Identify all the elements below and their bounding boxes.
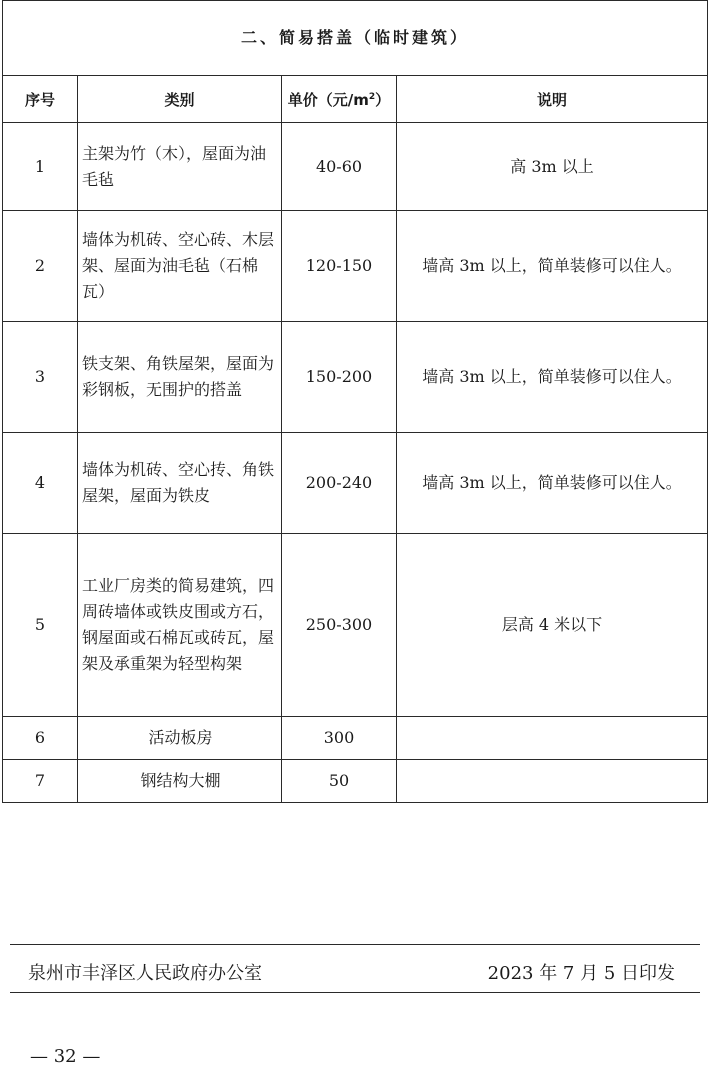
row-no: 7 (3, 760, 78, 803)
row-price: 300 (282, 717, 397, 760)
row-category: 主架为竹（木），屋面为油毛毡 (78, 123, 282, 211)
price-table (2, 0, 708, 803)
row-price: 150-200 (282, 322, 397, 433)
issuer-name: 泉州市丰泽区人民政府办公室 (28, 963, 262, 984)
header-no: 序号 (3, 76, 78, 123)
footer-bottom-rule (10, 992, 700, 993)
header-note: 说明 (397, 76, 708, 123)
row-no: 1 (3, 123, 78, 211)
row-price: 200-240 (282, 433, 397, 534)
page-number: — 32 — (30, 1046, 101, 1067)
table-row (3, 534, 708, 717)
row-category: 工业厂房类的简易建筑，四周砖墙体或铁皮围或方石，钢屋面或石棉瓦或砖瓦，屋架及承重架为轻型构架 (78, 534, 282, 717)
row-no: 2 (3, 211, 78, 322)
row-price: 250-300 (282, 534, 397, 717)
row-category: 钢结构大棚 (78, 760, 282, 803)
header-price: 单价（元$/m^2$） (282, 76, 397, 123)
issue-date: 2023 年 7 月 5 日印发 (487, 963, 675, 984)
row-price: 50 (282, 760, 397, 803)
row-note: 高 3m 以上 (397, 123, 708, 211)
row-no: 5 (3, 534, 78, 717)
row-no: 6 (3, 717, 78, 760)
row-note (397, 760, 708, 803)
row-note: 墙高 3m 以上，简单装修可以住人。 (397, 322, 708, 433)
imprint-line (28, 953, 675, 987)
table-row (3, 433, 708, 534)
row-note (397, 717, 708, 760)
row-note: 墙高 3m 以上，简单装修可以住人。 (397, 433, 708, 534)
table-title: 二、简易搭盖（临时建筑） (3, 1, 708, 76)
row-price: 120-150 (282, 211, 397, 322)
row-category: 墙体为机砖、空心砖、木层架、屋面为油毛毡（石棉瓦） (78, 211, 282, 322)
header-category: 类别 (78, 76, 282, 123)
table-row (3, 322, 708, 433)
row-category: 铁支架、角铁屋架，屋面为彩钢板，无围护的搭盖 (78, 322, 282, 433)
table-row (3, 211, 708, 322)
row-no: 3 (3, 322, 78, 433)
footer-top-rule (10, 944, 700, 945)
row-category: 墙体为机砖、空心抟、角铁屋架，屋面为铁皮 (78, 433, 282, 534)
table-row (3, 760, 708, 803)
row-note: 墙高 3m 以上，简单装修可以住人。 (397, 211, 708, 322)
row-note: 层高 4 米以下 (397, 534, 708, 717)
row-price: 40-60 (282, 123, 397, 211)
table-row (3, 123, 708, 211)
row-no: 4 (3, 433, 78, 534)
row-category: 活动板房 (78, 717, 282, 760)
table-row (3, 717, 708, 760)
